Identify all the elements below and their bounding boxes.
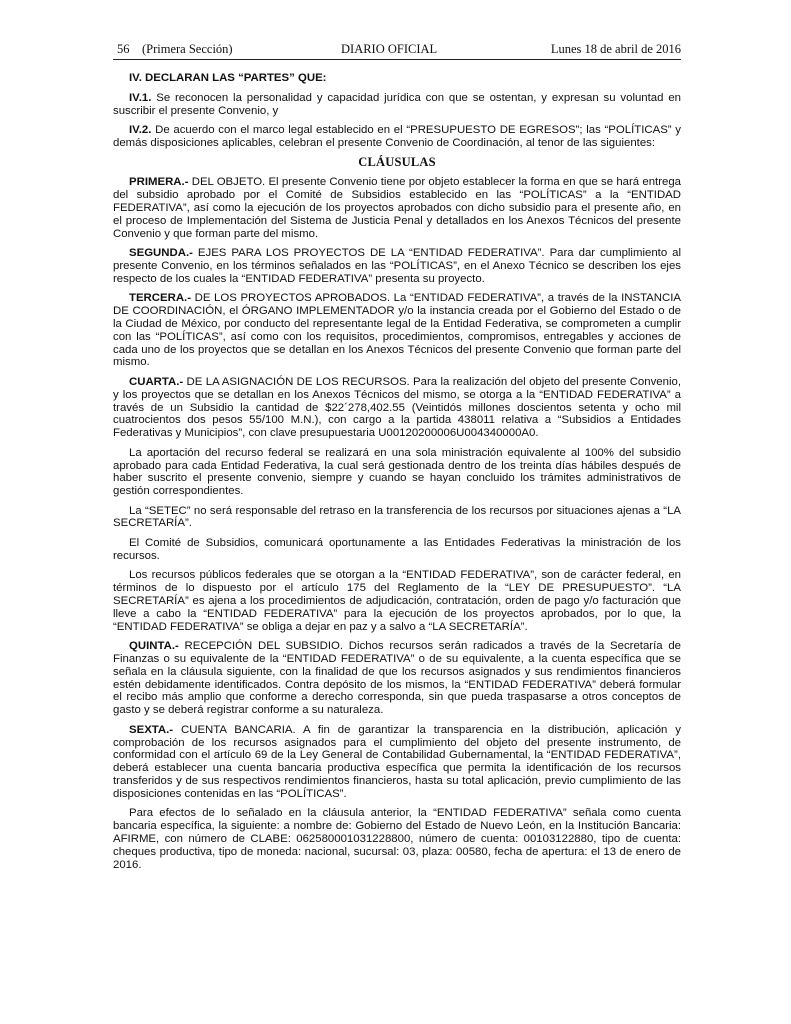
clause-text: De acuerdo con el marco legal establecido en el “PRESUPUESTO DE EGRESOS”; las “POLÍTICAS” y demás disposiciones aplicables, celebran el presente Convenio de Coordinación, al tenor de las siguientes: [113,124,681,149]
paragraph-comite: El Comité de Subsidios, comunicará oportunamente a las Entidades Federativas la ministración de los recursos. [113,536,681,562]
declaran-heading: IV. DECLARAN LAS “PARTES” QUE: [129,72,327,84]
clause-lead: SEXTA.- [129,723,174,736]
header-rule [113,59,681,60]
publication-date: Lunes 18 de abril de 2016 [550,42,681,56]
clause-primera [113,176,681,240]
clause-lead: QUINTA.- [129,640,179,652]
page-number-section: 56 (Primera Sección) [117,42,233,56]
clause-text: DE LOS PROYECTOS APROBADOS. La “ENTIDAD FEDERATIVA”, a través de la INSTANCIA DE COORDINACIÓN, el ÓRGANO IMPLEMENTADOR y/o la instancia creada por el Gobierno del Estado o de la Ciudad de México, por conducto del representante legal de la Entidad Federativa, se comprometen a cumplir con las “POLÍTICAS”, así como con los requisitos, procedimientos, compromisos, entregables y acciones de cada uno de los proyectos que se detallan en los Anexos Técnicos del presente Convenio que forman parte del mismo. [113,292,681,369]
page-header [113,40,681,58]
clause-text: EJES PARA LOS PROYECTOS DE LA “ENTIDAD FEDERATIVA”. Para dar cumplimiento al presente Convenio, en los términos señalados en las “POLÍTICAS”, en el Anexo Técnico se describen los ejes respecto de los cuales la “ENTIDAD FEDERATIVA” presenta su proyecto. [113,247,681,285]
document-page [113,40,681,878]
clause-text: DEL OBJETO. El presente Convenio tiene por objeto establecer la forma en que se hará entrega del subsidio aprobado por el Comité de Subsidios establecido en las “POLÍTICAS” a la “ENTIDAD FEDERATIVA”, así como la ejecución de los proyectos aprobados con dicho subsidio para el presente año, en el proceso de Implementación del Sistema de Justicia Penal y detallados en los Anexos Técnicos del presente Convenio y que forman parte del mismo. [113,176,681,240]
document-body [113,72,681,872]
clausulas-title: CLÁUSULAS [358,155,436,170]
paragraph-recursos: Los recursos públicos federales que se otorgan a la “ENTIDAD FEDERATIVA”, son de carácter federal, en términos de lo dispuesto por el artículo 175 del Reglamento de la “LEY DE PRESUPUESTO”. “LA SECRETARÍA” es ajena a los procedimientos de adjudicación, contratación, orden de pago y/o facturación que lleve a cabo la “ENTIDAD FEDERATIVA” para la ejecución de los proyectos aprobados, por lo que, la “ENTIDAD FEDERATIVA” se obliga a dejar en paz y a salvo a “LA SECRETARÍA”. [113,569,681,633]
paragraph-cuenta: Para efectos de lo señalado en la cláusula anterior, la “ENTIDAD FEDERATIVA” señala como cuenta bancaria específica, la siguiente: a nombre de: Gobierno del Estado de Nuevo León, en la Institución Bancaria: AFIRME, con número de CLABE: 062580001031228800, número de cuenta: 00103122880, tipo de cuenta: cheques productiva, tipo de moneda: nacional, sucursal: 03, plaza: 00580, fecha de apertura: el 13 de enero de 2016. [113,807,681,871]
publication-name: DIARIO OFICIAL [341,42,438,56]
clause-tercera [113,292,681,369]
declaration-iv-1 [113,92,681,118]
paragraph-setec: La “SETEC” no será responsable del retraso en la transferencia de los recursos por situaciones ajenas a “LA SECRETARÍA”. [113,504,681,530]
clause-quinta [113,640,681,717]
clause-text: Se reconocen la personalidad y capacidad jurídica con que se ostentan, y expresan su voluntad en suscribir el presente Convenio, y [113,91,681,117]
clause-lead: CUARTA.- [129,375,184,388]
clause-text: RECEPCIÓN DEL SUBSIDIO. Dichos recursos serán radicados a través de la Secretaría de Finanzas o su equivalente de la “ENTIDAD FEDERATIVA” o de su equivalente, a la cuenta específica que se señala en la cláusula siguiente, con la finalidad de que los recursos asignados y sus rendimientos financieros estén debidamente identificados. Contra depósito de los mismos, la “ENTIDAD FEDERATIVA” deberá formular el recibo más amplio que conforme a derecho corresponda, sin que pueda traspasarse a otros conceptos de gasto y se deberá registrar conforme a su naturaleza. [113,640,681,717]
clause-lead: TERCERA.- [129,292,192,305]
clause-cuarta [113,376,681,440]
declaration-iv-2 [113,124,681,150]
clause-lead: PRIMERA.- [129,176,189,189]
clause-sexta [113,724,681,801]
clause-lead: SEGUNDA.- [129,247,193,260]
paragraph-aportacion: La aportación del recurso federal se realizará en una sola ministración equivalente al 100% del subsidio aprobado para cada Entidad Federativa, la cual será gestionada dentro de los treinta días hábiles después de haber suscrito el presente convenio, siempre y cuando se hayan concluido los trámites administrativos de gestión correspondientes. [113,446,681,498]
clause-text: DE LA ASIGNACIÓN DE LOS RECURSOS. Para la realización del objeto del presente Convenio, y los proyectos que se detallan en los Anexos Técnicos del mismo, se otorga a la “ENTIDAD FEDERATIVA” a través de un Subsidio la cantidad de $22´278,402.55 (Veintidós millones doscientos setenta y ocho mil cuatrocientos dos pesos 55/100 M.N.), con cargo a la partida 438011 relativa a “Subsidios a Entidades Federativas y Municipios”, con clave presupuestaria U00120200006U004340000A0. [113,375,681,440]
clause-number: IV.2. [129,124,152,137]
clause-number: IV.1. [129,91,152,104]
clause-segunda [113,247,681,286]
clause-text: CUENTA BANCARIA. A fin de garantizar la transparencia en la distribución, aplicación y comprobación de los recursos asignados para el cumplimiento del objeto del presente instrumento, de conformidad con el artículo 69 de la Ley General de Contabilidad Gubernamental, la “ENTIDAD FEDERATIVA”, deberá establecer una cuenta bancaria productiva específica que permita la identificación de los recursos transferidos y de sus respectivos rendimientos financieros, hasta su total aplicación, previo cumplimiento de las disposiciones contenidas en las “POLÍTICAS”. [113,723,681,800]
